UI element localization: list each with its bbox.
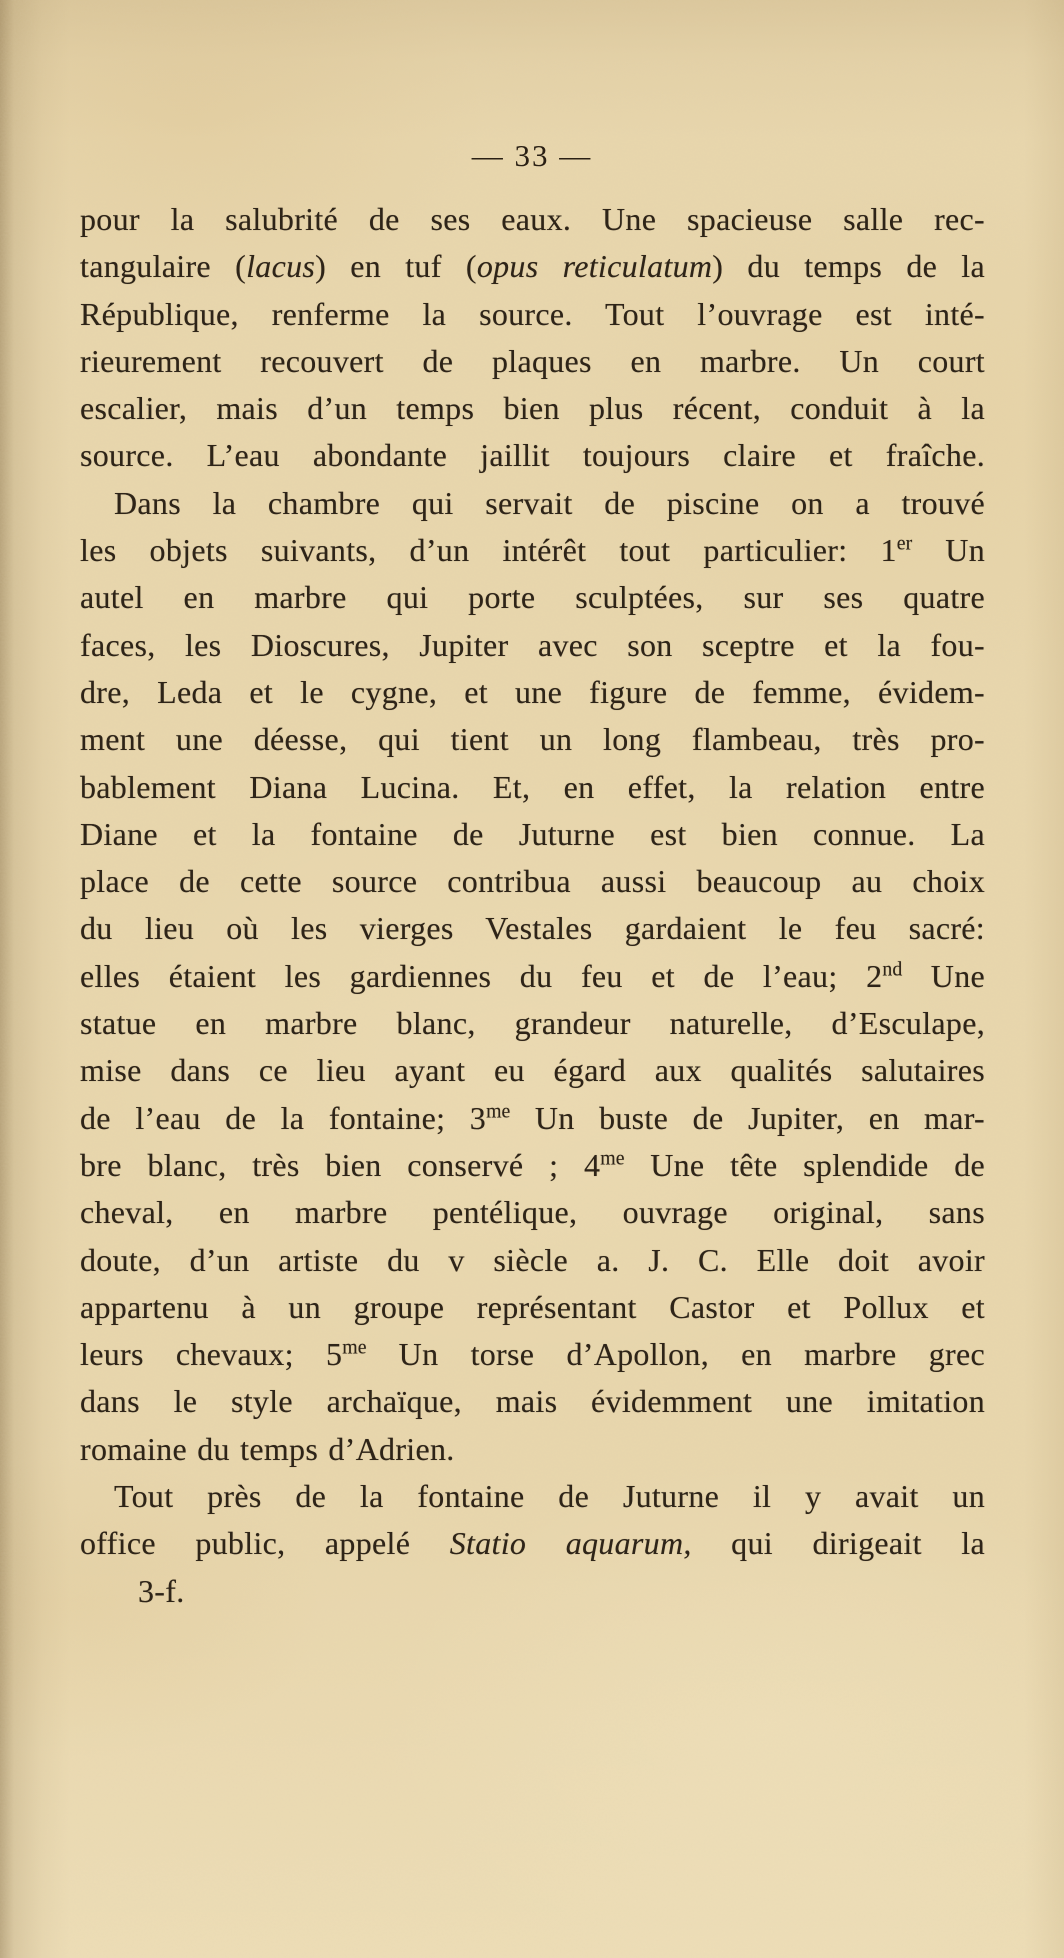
italic-text: Statio aquarum, — [449, 1525, 692, 1562]
superscript-ordinal: me — [600, 1147, 625, 1170]
text-run: Une tête splendide de — [624, 1146, 985, 1183]
text-line — [80, 1520, 985, 1567]
text-run: elles étaient les gardiennes du feu et de l’eau; 2 — [80, 957, 883, 994]
text-line — [80, 243, 985, 290]
text-run: ) du temps de la — [712, 248, 985, 285]
text-run: doute, d’un artiste du v siècle a. J. C. Elle doit avoir — [80, 1241, 985, 1278]
text-run: statue en marbre blanc, grandeur naturelle, d’Esculape, — [80, 1005, 985, 1042]
text-line — [80, 1189, 985, 1236]
superscript-ordinal: me — [486, 1099, 511, 1122]
text-run: les objets suivants, d’un intérêt tout particulier: 1 — [80, 532, 897, 569]
text-line — [80, 527, 985, 574]
text-run: Dans la chambre qui servait de piscine on a trouvé — [114, 484, 985, 521]
text-run: Un buste de Jupiter, en mar- — [510, 1099, 985, 1136]
text-line — [80, 1237, 985, 1284]
text-line — [80, 622, 985, 669]
text-run: mise dans ce lieu ayant eu égard aux qualités salutaires — [80, 1052, 985, 1089]
text-line — [80, 953, 985, 1000]
italic-text: opus reticulatum — [476, 248, 713, 285]
text-run: Tout près de la fontaine de Juturne il y avait un — [114, 1478, 985, 1515]
text-line — [80, 1095, 985, 1142]
text-line — [80, 764, 985, 811]
text-line — [80, 669, 985, 716]
text-run: escalier, mais d’un temps bien plus récent, conduit à la — [80, 390, 985, 427]
text-line — [80, 716, 985, 763]
text-line — [80, 291, 985, 338]
text-line — [80, 1426, 985, 1473]
text-run: 3-f. — [138, 1572, 185, 1609]
text-run: dre, Leda et le cygne, et une figure de femme, évidem- — [80, 673, 985, 710]
text-run: bre blanc, très bien conservé ; 4 — [80, 1146, 601, 1183]
italic-text: lacus — [246, 248, 316, 285]
text-run: bablement Diana Lucina. Et, en effet, la relation entre — [80, 768, 985, 805]
text-line — [80, 574, 985, 621]
text-run: ment une déesse, qui tient un long flambeau, très pro- — [80, 721, 985, 758]
superscript-ordinal: nd — [882, 958, 903, 981]
text-line — [80, 1284, 985, 1331]
text-run: qui dirigeait la — [691, 1525, 985, 1562]
text-run: faces, les Dioscures, Jupiter avec son sceptre et la fou- — [80, 626, 985, 663]
text-line — [80, 196, 985, 243]
text-run: tangulaire ( — [80, 248, 247, 285]
text-line — [80, 480, 985, 527]
text-run: office public, appelé — [80, 1525, 450, 1562]
text-line — [80, 858, 985, 905]
text-run: Un torse d’Apollon, en marbre grec — [366, 1336, 985, 1373]
text-run: cheval, en marbre pentélique, ouvrage original, sans — [80, 1194, 985, 1231]
text-run: rieurement recouvert de plaques en marbre. Un court — [80, 342, 985, 379]
text-line — [80, 385, 985, 432]
text-line — [80, 1047, 985, 1094]
text-line — [80, 1142, 985, 1189]
superscript-ordinal: me — [342, 1336, 367, 1359]
text-line — [80, 1000, 985, 1047]
text-run: pour la salubrité de ses eaux. Une spacieuse salle rec- — [80, 201, 985, 237]
text-run: République, renferme la source. Tout l’ouvrage est inté- — [80, 295, 985, 332]
text-line — [80, 1568, 985, 1615]
text-run: appartenu à un groupe représentant Castor et Pollux et — [80, 1288, 985, 1325]
text-line — [80, 432, 985, 479]
text-run: autel en marbre qui porte sculptées, sur ses quatre — [80, 579, 985, 616]
text-run: Diane et la fontaine de Juturne est bien connue. La — [80, 815, 985, 852]
body-text — [80, 196, 985, 1615]
text-line — [80, 1473, 985, 1520]
text-run: dans le style archaïque, mais évidemment une imitation — [80, 1383, 985, 1420]
text-run: romaine du temps d’Adrien. — [80, 1430, 455, 1467]
text-run: source. L’eau abondante jaillit toujours claire et fraîche. — [80, 437, 985, 474]
text-run: place de cette source contribua aussi beaucoup au choix — [80, 863, 985, 900]
text-line — [80, 811, 985, 858]
text-run: Un — [912, 532, 985, 569]
text-run: de l’eau de la fontaine; 3 — [80, 1099, 487, 1136]
text-run: Une — [902, 957, 986, 994]
text-run: du lieu où les vierges Vestales gardaient le feu sacré: — [80, 910, 985, 947]
text-line — [80, 1378, 985, 1425]
text-line — [80, 905, 985, 952]
text-line — [80, 1331, 985, 1378]
text-line — [80, 338, 985, 385]
page-number: — 33 — — [471, 138, 593, 173]
text-run: ) en tuf ( — [315, 248, 477, 285]
text-run: leurs chevaux; 5 — [80, 1336, 343, 1373]
superscript-ordinal: er — [896, 532, 913, 555]
